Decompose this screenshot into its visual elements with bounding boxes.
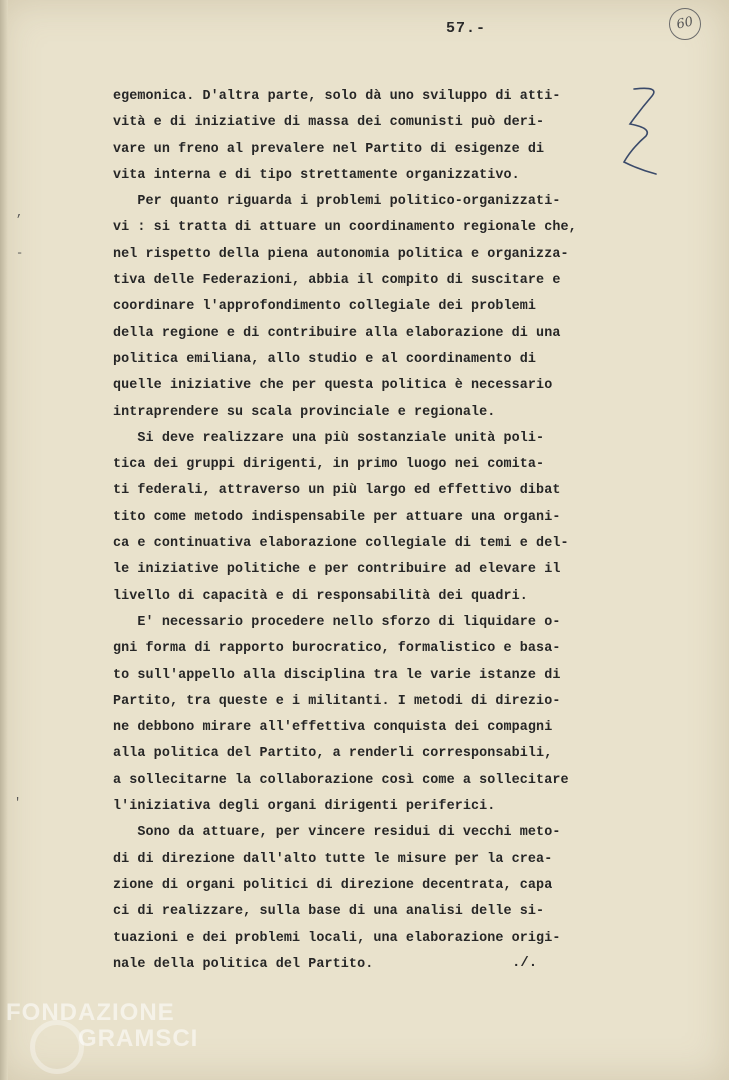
handwritten-bracket-mark	[612, 84, 672, 184]
text-line: tuazioni e dei problemi locali, una elaborazione origi-	[113, 930, 561, 946]
watermark-line-2: GRAMSCI	[78, 1025, 199, 1052]
text-line: egemonica. D'altra parte, solo dà uno sviluppo di atti-	[113, 89, 561, 104]
watermark-line-1: FONDAZIONE	[6, 999, 175, 1026]
text-line: Sono da attuare, per vincere residui di vecchi meto-	[113, 825, 561, 841]
watermark	[6, 1000, 198, 1052]
text-line: coordinare l'approfondimento collegiale dei problemi	[113, 299, 537, 315]
text-line: ci di realizzare, sulla base di una analisi delle si-	[113, 904, 545, 920]
text-line: Si deve realizzare una più sostanziale unità poli-	[113, 430, 545, 446]
text-line: intraprendere su scala provinciale e regionale.	[113, 404, 496, 420]
text-line: livello di capacità e di responsabilità dei quadri.	[113, 588, 528, 604]
archive-stamp	[669, 8, 701, 40]
text-line: vi : si tratta di attuare un coordinamento regionale che,	[113, 220, 577, 236]
margin-tick-mark: '	[14, 796, 22, 810]
text-line: tica dei gruppi dirigenti, in primo luogo nei comita-	[113, 457, 545, 473]
margin-tick-mark: -	[16, 246, 24, 260]
typed-text-body	[113, 84, 613, 978]
text-line: l'iniziativa degli organi dirigenti periferici.	[113, 799, 496, 815]
text-line: Partito, tra queste e i militanti. I metodi di direzio-	[113, 693, 561, 709]
text-line: politica emiliana, allo studio e al coordinamento di	[113, 351, 537, 367]
text-line: ca e continuativa elaborazione collegiale di temi e del-	[113, 536, 569, 552]
text-line: alla politica del Partito, a renderli corresponsabili,	[113, 746, 553, 762]
text-line: di di direzione dall'alto tutte le misure per la crea-	[113, 851, 553, 867]
text-line: ti federali, attraverso un più largo ed effettivo dibat	[113, 483, 561, 499]
text-line: a sollecitarne la collaborazione così come a sollecitare	[113, 772, 569, 788]
text-line: Per quanto riguarda i problemi politico-organizzati-	[113, 194, 561, 210]
text-line: vare un freno al prevalere nel Partito di esigenze di	[113, 141, 545, 157]
text-line: quelle iniziative che per questa politica è necessario	[113, 378, 553, 394]
text-line: tiva delle Federazioni, abbia il compito di suscitare e	[113, 273, 561, 289]
text-line: tito come metodo indispensabile per attuare una organi-	[113, 509, 561, 525]
text-line: della regione e di contribuire alla elaborazione di una	[113, 325, 561, 341]
text-line: zione di organi politici di direzione decentrata, capa	[113, 877, 553, 893]
margin-tick-mark: ,	[16, 206, 24, 220]
page-edge-shadow	[0, 0, 8, 1080]
text-line: to sull'appello alla disciplina tra le varie istanze di	[113, 667, 561, 683]
end-mark: ./.	[512, 955, 538, 971]
text-line: gni forma di rapporto burocratico, formalistico e basa-	[113, 641, 561, 657]
text-line: vità e di iniziative di massa dei comunisti può deri-	[113, 115, 545, 131]
text-line: nale della politica del Partito.	[113, 956, 374, 972]
text-line: le iniziative politiche e per contribuire ad elevare il	[113, 562, 561, 578]
archive-stamp-number: 60	[675, 14, 695, 33]
text-line: vita interna e di tipo strettamente organizzativo.	[113, 167, 520, 183]
text-line: ne debbono mirare all'effettiva conquista dei compagni	[113, 720, 553, 736]
text-line: E' necessario procedere nello sforzo di liquidare o-	[113, 614, 561, 630]
page-number: 57.-	[446, 20, 487, 37]
text-line: nel rispetto della piena autonomia politica e organizza-	[113, 246, 569, 262]
